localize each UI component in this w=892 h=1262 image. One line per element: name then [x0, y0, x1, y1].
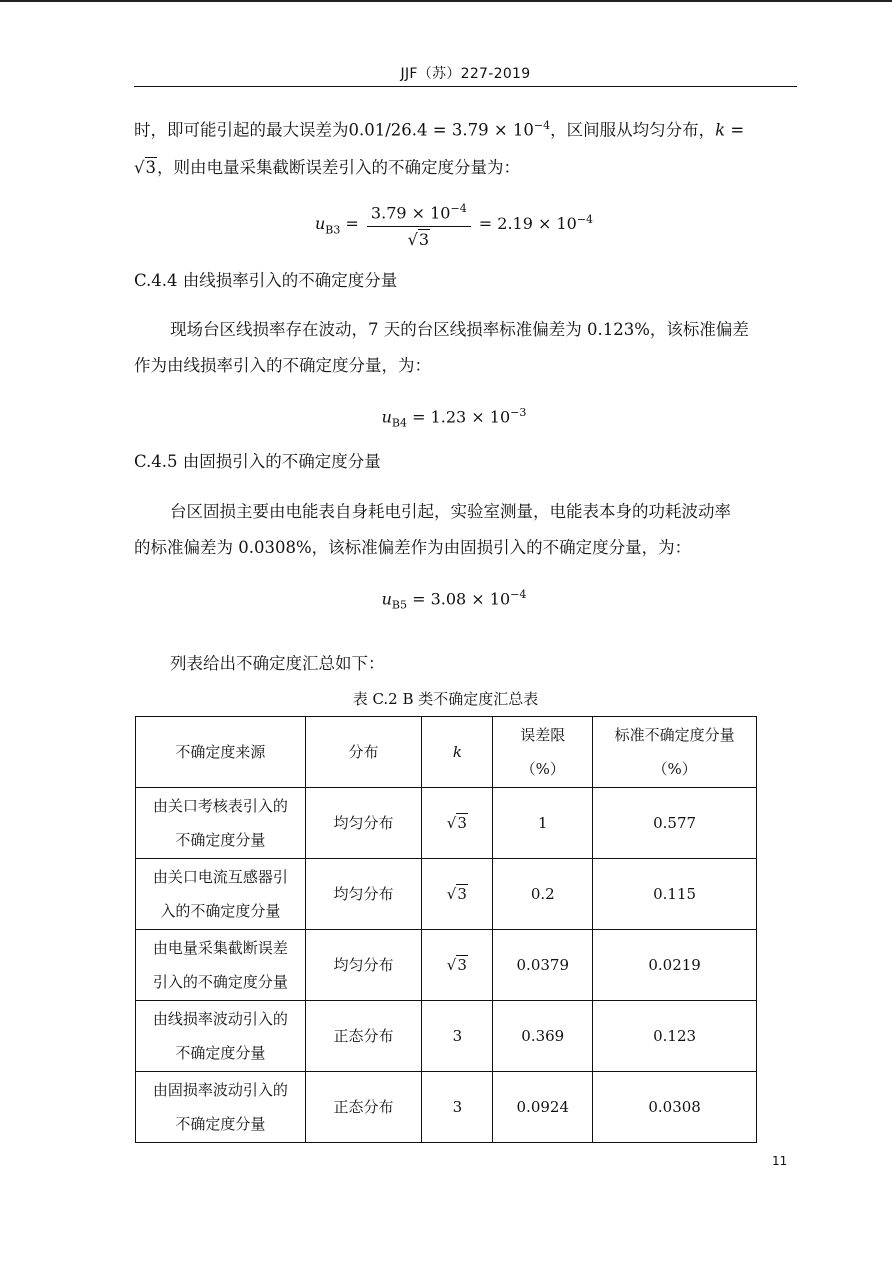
- text-run: =: [340, 214, 364, 234]
- header-k: k: [422, 717, 493, 788]
- sqrt-expression: [134, 157, 157, 177]
- exponent: −4: [576, 212, 594, 226]
- cell-k: [422, 859, 493, 930]
- cell-k: [422, 788, 493, 859]
- radicand: 3: [457, 814, 467, 832]
- equation-ub5: [134, 582, 774, 619]
- header-line: （%）: [652, 760, 697, 778]
- cell-line: 不确定度分量: [175, 1044, 266, 1062]
- cell-source: [136, 1001, 306, 1072]
- denominator: [367, 227, 471, 251]
- cell-std-uncertainty: 0.0308: [593, 1072, 757, 1143]
- section-heading: C.4.4 由线损率引入的不确定度分量: [134, 271, 398, 290]
- text-run: = 2.19 × 10: [473, 214, 577, 234]
- cell-line: 由关口考核表引入的: [152, 797, 288, 815]
- page-header: JJF（苏）227-2019: [400, 66, 531, 82]
- top-border: [0, 0, 892, 2]
- cell-source: [136, 1072, 306, 1143]
- cell-k: [422, 930, 493, 1001]
- sqrt-icon: √: [446, 956, 457, 974]
- header-std-uncertainty: [593, 717, 757, 788]
- cell-k: 3: [422, 1072, 493, 1143]
- radicand: 3: [457, 956, 467, 974]
- cell-k: 3: [422, 1001, 493, 1072]
- text-run: =: [725, 120, 745, 140]
- paragraph-line: 台区固损主要由电能表自身耗电引起，实验室测量，电能表本身的功耗波动率: [170, 502, 731, 521]
- cell-error-limit: 1: [493, 788, 593, 859]
- cell-error-limit: 0.369: [493, 1001, 593, 1072]
- cell-line: 入的不确定度分量: [160, 902, 281, 920]
- cell-std-uncertainty: 0.123: [593, 1001, 757, 1072]
- paragraph-line: 列表给出不确定度汇总如下：: [170, 654, 385, 673]
- cell-line: 不确定度分量: [175, 1115, 266, 1133]
- cell-distribution: 均匀分布: [305, 930, 422, 1001]
- table-row: [136, 1072, 757, 1143]
- uncertainty-summary-table: [135, 716, 757, 1143]
- cell-std-uncertainty: 0.115: [593, 859, 757, 930]
- cell-distribution: 均匀分布: [305, 788, 422, 859]
- sqrt-expression: [447, 955, 468, 974]
- cell-line: 由线损率波动引入的: [152, 1010, 288, 1028]
- radicand: 3: [145, 158, 157, 177]
- equation-ub3: [134, 198, 774, 251]
- header-error-limit: [493, 717, 593, 788]
- cell-distribution: 正态分布: [305, 1072, 422, 1143]
- sqrt-expression: [408, 229, 430, 249]
- header-distribution: 分布: [305, 717, 422, 788]
- subscript: B3: [325, 223, 341, 237]
- fraction: [367, 198, 471, 251]
- table-row: [136, 788, 757, 859]
- cell-distribution: 正态分布: [305, 1001, 422, 1072]
- sqrt-icon: √: [407, 230, 418, 250]
- cell-error-limit: 0.2: [493, 859, 593, 930]
- radicand: 3: [457, 885, 467, 903]
- cell-line: 不确定度分量: [175, 831, 266, 849]
- header-line: 标准不确定度分量: [614, 726, 735, 744]
- paragraph-line: 的标准偏差为 0.0308%，该标准偏差作为由固损引入的不确定度分量，为：: [134, 538, 692, 557]
- exponent: −3: [510, 406, 527, 419]
- cell-line: 由固损率波动引入的: [152, 1081, 288, 1099]
- cell-error-limit: 0.0379: [493, 930, 593, 1001]
- sqrt-expression: [447, 884, 468, 903]
- numerator: [367, 198, 471, 227]
- text-run: ，则由电量采集截断误差引入的不确定度分量为：: [157, 158, 521, 177]
- subscript: B5: [391, 598, 408, 612]
- variable-u: u: [314, 214, 326, 234]
- paragraph-line: 现场台区线损率存在波动，7 天的台区线损率标准偏差为 0.123%，该标准偏差: [170, 320, 749, 339]
- table-row: [136, 930, 757, 1001]
- radicand: 3: [418, 230, 429, 250]
- equation-ub4: [134, 400, 774, 437]
- table-row: [136, 1001, 757, 1072]
- cell-std-uncertainty: 0.577: [593, 788, 757, 859]
- cell-distribution: 均匀分布: [305, 859, 422, 930]
- cell-source: [136, 859, 306, 930]
- table-row: [136, 859, 757, 930]
- variable-k: k: [715, 120, 726, 140]
- text-run: 3.79 × 10: [370, 203, 451, 223]
- sqrt-icon: √: [446, 885, 457, 903]
- table-caption: 表 C.2 B 类不确定度汇总表: [352, 690, 539, 708]
- exponent: −4: [510, 588, 527, 601]
- cell-source: [136, 930, 306, 1001]
- sqrt-expression: [447, 813, 468, 832]
- paragraph-line: [134, 108, 774, 149]
- variable-u: u: [381, 407, 392, 427]
- variable-u: u: [381, 589, 392, 609]
- cell-std-uncertainty: 0.0219: [593, 930, 757, 1001]
- cell-source: [136, 788, 306, 859]
- text-run: 时，即可能引起的最大误差为0.01/26.4 = 3.79 × 10: [134, 120, 534, 140]
- header-line: （%）: [520, 760, 565, 778]
- header-rule: [134, 86, 797, 87]
- paragraph-line: 作为由线损率引入的不确定度分量，为：: [134, 356, 431, 375]
- sqrt-icon: √: [134, 158, 145, 177]
- subscript: B4: [391, 416, 408, 430]
- cell-line: 由电量采集截断误差: [152, 939, 288, 957]
- section-heading: C.4.5 由固损引入的不确定度分量: [134, 452, 381, 471]
- header-source: 不确定度来源: [136, 717, 306, 788]
- sqrt-icon: √: [446, 814, 457, 832]
- text-run: = 1.23 × 10: [407, 407, 511, 427]
- cell-line: 引入的不确定度分量: [152, 973, 288, 991]
- cell-error-limit: 0.0924: [493, 1072, 593, 1143]
- exponent: −4: [450, 202, 467, 215]
- table-header-row: [136, 717, 757, 788]
- header-line: 误差限: [520, 726, 566, 744]
- page-number: 11: [772, 1154, 788, 1168]
- cell-line: 由关口电流互感器引: [152, 868, 288, 886]
- text-run: = 3.08 × 10: [407, 589, 511, 609]
- text-run: ，区间服从均匀分布，: [550, 120, 716, 140]
- paragraph-line: [134, 150, 774, 186]
- exponent: −4: [533, 119, 551, 132]
